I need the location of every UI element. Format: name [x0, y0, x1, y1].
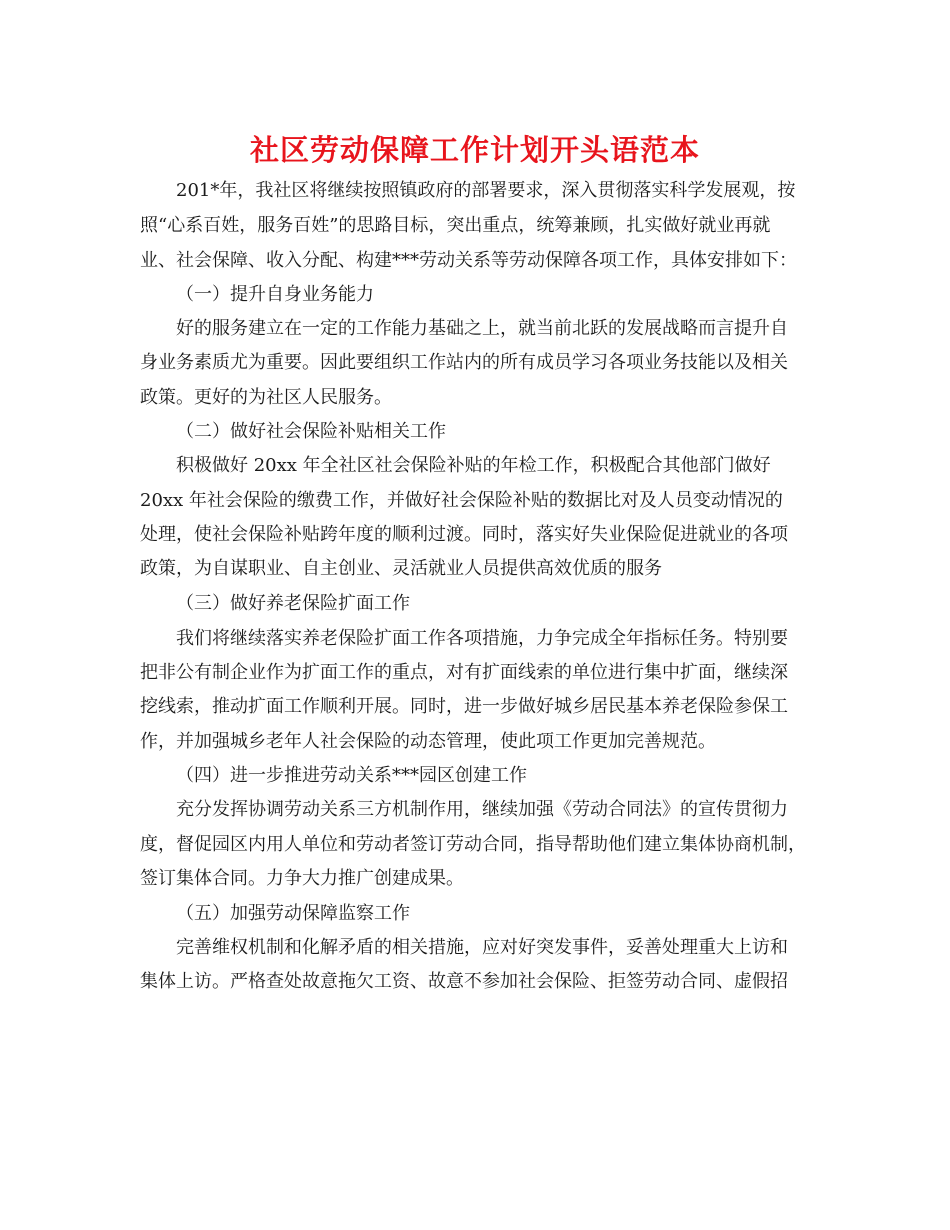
section-heading: （四）进一步推进劳动关系***园区创建工作	[176, 765, 527, 786]
paragraph-line: 好的服务建立在一定的工作能力基础之上，就当前北跃的发展战略而言提升自	[176, 318, 788, 339]
paragraph-line: 201*年，我社区将继续按照镇政府的部署要求，深入贯彻落实科学发展观，按	[176, 180, 796, 201]
section-heading: （二）做好社会保险补贴相关工作	[176, 421, 446, 442]
paragraph-line: 20xx 年社会保险的缴费工作，并做好社会保险补贴的数据比对及人员变动情况的	[140, 490, 783, 511]
paragraph-line: 业、社会保障、收入分配、构建***劳动关系等劳动保障各项工作，具体安排如下：	[140, 250, 797, 271]
paragraph-line: 积极做好 20xx 年全社区社会保险补贴的年检工作，积极配合其他部门做好	[176, 455, 771, 476]
paragraph-line: 充分发挥协调劳动关系三方机制作用，继续加强《劳动合同法》的宣传贯彻力	[176, 799, 788, 820]
section-heading: （三）做好养老保险扩面工作	[176, 593, 410, 614]
paragraph-line: 政策，为自谋职业、自主创业、灵活就业人员提供高效优质的服务	[140, 558, 662, 579]
paragraph-line: 度，督促园区内用人单位和劳动者签订劳动合同，指导帮助他们建立集体协商机制，	[140, 834, 806, 855]
paragraph-line: 我们将继续落实养老保险扩面工作各项措施，力争完成全年指标任务。特别要	[176, 628, 788, 649]
section-heading: （五）加强劳动保障监察工作	[176, 903, 410, 924]
paragraph-line: 把非公有制企业作为扩面工作的重点，对有扩面线索的单位进行集中扩面，继续深	[140, 662, 788, 683]
paragraph-line: 挖线索，推动扩面工作顺利开展。同时，进一步做好城乡居民基本养老保险参保工	[140, 696, 788, 717]
paragraph-line: 照“心系百姓，服务百姓”的思路目标，突出重点，统筹兼顾，扎实做好就业再就	[140, 215, 771, 236]
paragraph-line: 政策。更好的为社区人民服务。	[140, 387, 392, 408]
paragraph-line: 完善维权机制和化解矛盾的相关措施，应对好突发事件，妥善处理重大上访和	[176, 937, 788, 958]
paragraph-line: 处理，使社会保险补贴跨年度的顺利过渡。同时，落实好失业保险促进就业的各项	[140, 524, 788, 545]
paragraph-line: 签订集体合同。力争大力推广创建成果。	[140, 868, 464, 889]
paragraph-line: 身业务素质尤为重要。因此要组织工作站内的所有成员学习各项业务技能以及相关	[140, 352, 788, 373]
document-title: 社区劳动保障工作计划开头语范本	[249, 133, 700, 167]
paragraph-line: 集体上访。严格查处故意拖欠工资、故意不参加社会保险、拒签劳动合同、虚假招	[140, 971, 788, 992]
section-heading: （一）提升自身业务能力	[176, 284, 374, 305]
paragraph-line: 作，并加强城乡老年人社会保险的动态管理，使此项工作更加完善规范。	[140, 731, 716, 752]
